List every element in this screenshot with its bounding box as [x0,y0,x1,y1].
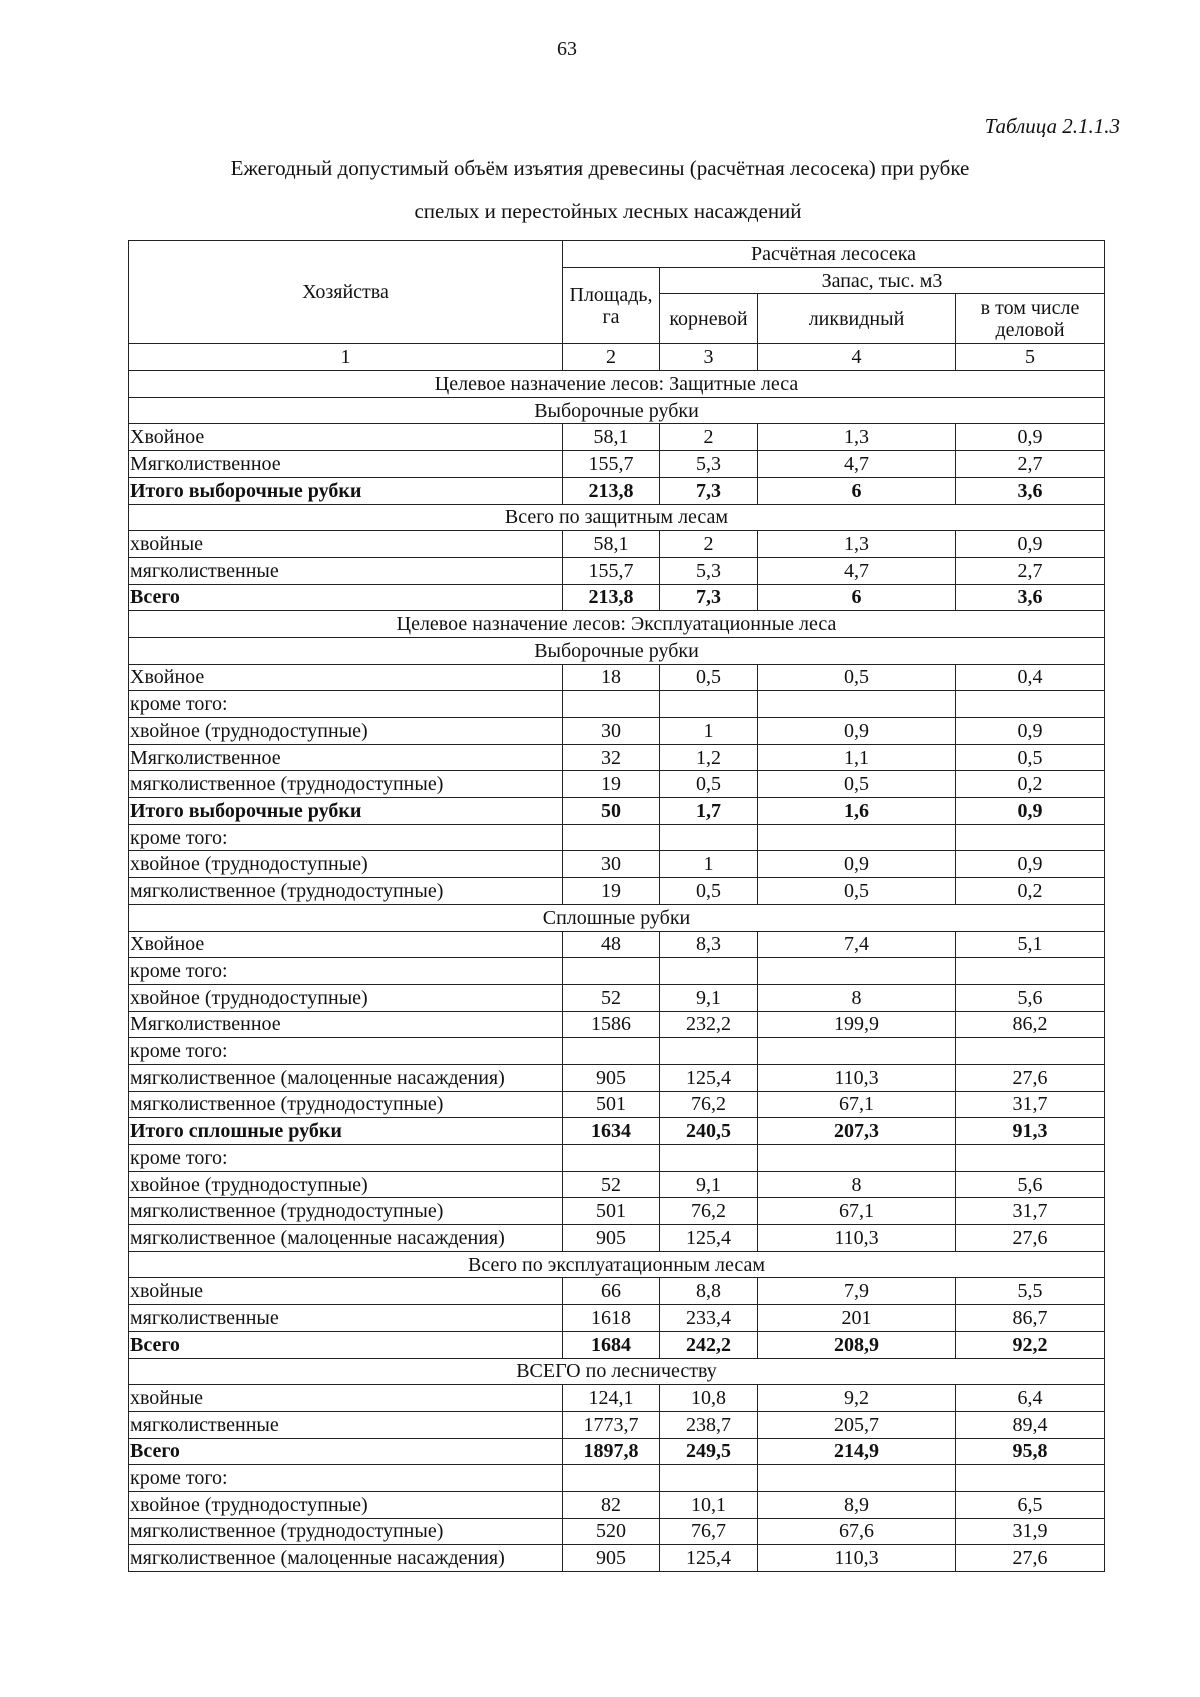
root-stock-cell: 76,2 [660,1198,758,1225]
root-stock-cell: 1 [660,851,758,878]
area-cell: 501 [563,1198,660,1225]
liquid-stock-cell: 110,3 [758,1545,956,1572]
root-stock-cell: 5,3 [660,557,758,584]
root-stock-cell: 125,4 [660,1545,758,1572]
business-stock-cell [956,958,1105,985]
row-name: мягколиственное (малоценные насаждения) [129,1225,563,1252]
root-stock-cell: 7,3 [660,477,758,504]
row-name: хвойное (труднодоступные) [129,1491,563,1518]
liquid-stock-cell: 9,2 [758,1385,956,1412]
row-name: кроме того: [129,1145,563,1172]
liquid-stock-cell: 1,3 [758,531,956,558]
table-row [129,1491,1105,1518]
root-stock-cell: 1,2 [660,744,758,771]
row-name: мягколиственное (труднодоступные) [129,1091,563,1118]
total-row [129,1438,1105,1465]
header-num-1: 1 [129,344,563,371]
root-stock-cell: 10,1 [660,1491,758,1518]
liquid-stock-cell: 201 [758,1305,956,1332]
table-row [129,1411,1105,1438]
area-cell: 1773,7 [563,1411,660,1438]
area-cell: 905 [563,1225,660,1252]
root-stock-cell: 76,2 [660,1091,758,1118]
business-stock-cell: 89,4 [956,1411,1105,1438]
root-stock-cell: 0,5 [660,878,758,905]
business-stock-cell: 0,4 [956,664,1105,691]
root-stock-cell [660,1465,758,1492]
business-stock-cell: 31,7 [956,1091,1105,1118]
row-name: кроме того: [129,1038,563,1065]
row-name: кроме того: [129,958,563,985]
area-cell: 30 [563,851,660,878]
liquid-stock-cell [758,958,956,985]
liquid-stock-cell: 67,1 [758,1198,956,1225]
row-name: Всего [129,1331,563,1358]
root-stock-cell [660,1145,758,1172]
table-title-line-1: Ежегодный допустимый объём изъятия древесины (расчётная лесосека) при рубке [230,156,970,180]
liquid-stock-cell: 7,9 [758,1278,956,1305]
business-stock-cell: 6,5 [956,1491,1105,1518]
section-row [129,637,1105,664]
row-name: кроме того: [129,1465,563,1492]
root-stock-cell: 76,7 [660,1518,758,1545]
header-area: Площадь, га [563,267,660,344]
total-row [129,1118,1105,1145]
business-stock-cell: 31,7 [956,1198,1105,1225]
row-name: мягколиственное (труднодоступные) [129,1198,563,1225]
table-row [129,451,1105,478]
liquid-stock-cell [758,824,956,851]
business-stock-cell: 5,1 [956,931,1105,958]
business-stock-cell: 92,2 [956,1331,1105,1358]
business-stock-cell: 3,6 [956,584,1105,611]
business-stock-cell: 2,7 [956,451,1105,478]
row-name: мягколиственное (труднодоступные) [129,1518,563,1545]
liquid-stock-cell: 0,5 [758,771,956,798]
area-cell: 155,7 [563,451,660,478]
business-stock-cell: 31,9 [956,1518,1105,1545]
section-label: ВСЕГО по лесничеству [129,1358,1105,1385]
section-row [129,904,1105,931]
root-stock-cell [660,958,758,985]
section-row [129,504,1105,531]
liquid-stock-cell: 8,9 [758,1491,956,1518]
root-stock-cell: 249,5 [660,1438,758,1465]
table-row [129,851,1105,878]
row-name: Мягколиственное [129,1011,563,1038]
business-stock-cell: 0,9 [956,424,1105,451]
header-business: в том числе деловой [956,294,1105,344]
area-cell: 1586 [563,1011,660,1038]
business-stock-cell: 95,8 [956,1438,1105,1465]
header-root: корневой [660,294,758,344]
row-name: Хвойное [129,931,563,958]
table-row [129,691,1105,718]
total-row [129,584,1105,611]
root-stock-cell [660,824,758,851]
row-name: Итого выборочные рубки [129,477,563,504]
area-cell: 1897,8 [563,1438,660,1465]
business-stock-cell: 5,6 [956,1171,1105,1198]
business-stock-cell: 2,7 [956,557,1105,584]
table-row [129,824,1105,851]
liquid-stock-cell: 207,3 [758,1118,956,1145]
business-stock-cell: 91,3 [956,1118,1105,1145]
area-cell: 19 [563,878,660,905]
liquid-stock-cell: 205,7 [758,1411,956,1438]
root-stock-cell: 10,8 [660,1385,758,1412]
header-num-4: 4 [758,344,956,371]
root-stock-cell: 7,3 [660,584,758,611]
liquid-stock-cell: 214,9 [758,1438,956,1465]
row-name: хвойные [129,531,563,558]
row-name: Всего [129,1438,563,1465]
business-stock-cell [956,824,1105,851]
liquid-stock-cell: 0,5 [758,664,956,691]
area-cell: 1618 [563,1305,660,1332]
root-stock-cell: 1 [660,718,758,745]
row-name: хвойное (труднодоступные) [129,984,563,1011]
table-row [129,1305,1105,1332]
business-stock-cell: 27,6 [956,1545,1105,1572]
row-name: хвойное (труднодоступные) [129,851,563,878]
table-row [129,1545,1105,1572]
liquid-stock-cell: 199,9 [758,1011,956,1038]
table-title-line-2: спелых и перестойных лесных насаждений [414,199,802,223]
business-stock-cell [956,1038,1105,1065]
liquid-stock-cell: 1,3 [758,424,956,451]
area-cell: 1634 [563,1118,660,1145]
logging-volume-table [128,240,1105,1572]
business-stock-cell [956,1465,1105,1492]
area-cell: 19 [563,771,660,798]
table-row [129,958,1105,985]
header-liquid: ликвидный [758,294,956,344]
area-cell: 905 [563,1064,660,1091]
area-cell: 82 [563,1491,660,1518]
business-stock-cell: 0,2 [956,771,1105,798]
row-name: кроме того: [129,691,563,718]
row-name: Итого сплошные рубки [129,1118,563,1145]
section-row [129,397,1105,424]
business-stock-cell [956,1145,1105,1172]
section-label: Целевое назначение лесов: Защитные леса [129,371,1105,398]
area-cell: 155,7 [563,557,660,584]
liquid-stock-cell: 67,6 [758,1518,956,1545]
root-stock-cell [660,691,758,718]
header-num-5: 5 [956,344,1105,371]
row-name: мягколиственные [129,1411,563,1438]
root-stock-cell: 9,1 [660,984,758,1011]
row-name: мягколиственное (труднодоступные) [129,771,563,798]
section-label: Целевое назначение лесов: Эксплуатационные леса [129,611,1105,638]
area-cell: 52 [563,1171,660,1198]
liquid-stock-cell: 1,1 [758,744,956,771]
row-name: Хвойное [129,664,563,691]
area-cell: 58,1 [563,531,660,558]
liquid-stock-cell: 67,1 [758,1091,956,1118]
business-stock-cell: 5,5 [956,1278,1105,1305]
liquid-stock-cell: 208,9 [758,1331,956,1358]
table-label: Таблица 2.1.1.3 [984,114,1120,138]
root-stock-cell: 240,5 [660,1118,758,1145]
table-header [129,241,1105,371]
business-stock-cell: 0,9 [956,531,1105,558]
table-row [129,531,1105,558]
business-stock-cell: 5,6 [956,984,1105,1011]
header-group: Расчётная лесосека [563,241,1105,268]
area-cell: 48 [563,931,660,958]
liquid-stock-cell: 6 [758,477,956,504]
area-cell: 905 [563,1545,660,1572]
liquid-stock-cell: 110,3 [758,1064,956,1091]
total-row [129,1331,1105,1358]
liquid-stock-cell [758,1038,956,1065]
row-name: кроме того: [129,824,563,851]
root-stock-cell: 242,2 [660,1331,758,1358]
area-cell: 18 [563,664,660,691]
area-cell [563,1465,660,1492]
table-row [129,1518,1105,1545]
header-stock: Запас, тыс. м3 [660,267,1105,294]
root-stock-cell: 9,1 [660,1171,758,1198]
area-cell [563,691,660,718]
area-cell: 30 [563,718,660,745]
liquid-stock-cell: 6 [758,584,956,611]
root-stock-cell: 1,7 [660,798,758,825]
root-stock-cell: 2 [660,424,758,451]
table-row [129,1465,1105,1492]
root-stock-cell: 8,8 [660,1278,758,1305]
section-label: Всего по защитным лесам [129,504,1105,531]
business-stock-cell: 86,2 [956,1011,1105,1038]
row-name: мягколиственные [129,557,563,584]
liquid-stock-cell [758,1465,956,1492]
root-stock-cell: 0,5 [660,664,758,691]
section-label: Сплошные рубки [129,904,1105,931]
area-cell: 52 [563,984,660,1011]
area-cell [563,1145,660,1172]
area-cell: 501 [563,1091,660,1118]
area-cell: 50 [563,798,660,825]
liquid-stock-cell: 0,9 [758,718,956,745]
row-name: мягколиственные [129,1305,563,1332]
table-row [129,1171,1105,1198]
row-name: Хвойное [129,424,563,451]
business-stock-cell: 0,9 [956,851,1105,878]
total-row [129,798,1105,825]
row-name: Итого выборочные рубки [129,798,563,825]
section-row [129,611,1105,638]
root-stock-cell: 5,3 [660,451,758,478]
root-stock-cell: 233,4 [660,1305,758,1332]
table-row [129,1225,1105,1252]
section-row [129,371,1105,398]
root-stock-cell: 238,7 [660,1411,758,1438]
table-row [129,1038,1105,1065]
table-row [129,931,1105,958]
root-stock-cell: 232,2 [660,1011,758,1038]
table-row [129,1145,1105,1172]
table-row [129,1091,1105,1118]
table-row [129,718,1105,745]
liquid-stock-cell: 8 [758,984,956,1011]
root-stock-cell: 125,4 [660,1064,758,1091]
liquid-stock-cell: 4,7 [758,451,956,478]
root-stock-cell: 125,4 [660,1225,758,1252]
business-stock-cell [956,691,1105,718]
section-row [129,1251,1105,1278]
table-row [129,1198,1105,1225]
area-cell: 213,8 [563,477,660,504]
liquid-stock-cell: 0,5 [758,878,956,905]
business-stock-cell: 0,9 [956,718,1105,745]
business-stock-cell: 0,2 [956,878,1105,905]
area-cell: 124,1 [563,1385,660,1412]
area-cell: 520 [563,1518,660,1545]
root-stock-cell: 2 [660,531,758,558]
row-name: хвойные [129,1278,563,1305]
section-label: Всего по эксплуатационным лесам [129,1251,1105,1278]
business-stock-cell: 86,7 [956,1305,1105,1332]
row-name: мягколиственное (малоценные насаждения) [129,1064,563,1091]
header-num-3: 3 [660,344,758,371]
table-row [129,557,1105,584]
row-name: хвойное (труднодоступные) [129,718,563,745]
root-stock-cell: 0,5 [660,771,758,798]
root-stock-cell: 8,3 [660,931,758,958]
business-stock-cell: 6,4 [956,1385,1105,1412]
section-row [129,1358,1105,1385]
liquid-stock-cell [758,1145,956,1172]
table-row [129,424,1105,451]
liquid-stock-cell: 8 [758,1171,956,1198]
table-row [129,664,1105,691]
table-row [129,878,1105,905]
total-row [129,477,1105,504]
table-row [129,744,1105,771]
table-row [129,771,1105,798]
liquid-stock-cell: 4,7 [758,557,956,584]
area-cell [563,1038,660,1065]
area-cell: 32 [563,744,660,771]
area-cell: 213,8 [563,584,660,611]
table-row [129,1385,1105,1412]
liquid-stock-cell: 0,9 [758,851,956,878]
page-number: 63 [557,38,577,60]
area-cell: 66 [563,1278,660,1305]
area-cell [563,958,660,985]
row-name: хвойные [129,1385,563,1412]
table-row [129,1011,1105,1038]
business-stock-cell: 3,6 [956,477,1105,504]
business-stock-cell: 0,5 [956,744,1105,771]
row-name: хвойное (труднодоступные) [129,1171,563,1198]
row-name: мягколиственное (труднодоступные) [129,878,563,905]
row-name: Мягколиственное [129,744,563,771]
table-body [129,371,1105,1572]
row-name: мягколиственное (малоценные насаждения) [129,1545,563,1572]
table-row [129,1278,1105,1305]
section-label: Выборочные рубки [129,637,1105,664]
section-label: Выборочные рубки [129,397,1105,424]
liquid-stock-cell: 1,6 [758,798,956,825]
business-stock-cell: 27,6 [956,1225,1105,1252]
root-stock-cell [660,1038,758,1065]
row-name: Всего [129,584,563,611]
business-stock-cell: 0,9 [956,798,1105,825]
liquid-stock-cell: 7,4 [758,931,956,958]
area-cell: 1684 [563,1331,660,1358]
liquid-stock-cell [758,691,956,718]
table-row [129,984,1105,1011]
row-name: Мягколиственное [129,451,563,478]
table-row [129,1064,1105,1091]
liquid-stock-cell: 110,3 [758,1225,956,1252]
area-cell [563,824,660,851]
area-cell: 58,1 [563,424,660,451]
header-farms: Хозяйства [129,241,563,344]
header-num-2: 2 [563,344,660,371]
business-stock-cell: 27,6 [956,1064,1105,1091]
